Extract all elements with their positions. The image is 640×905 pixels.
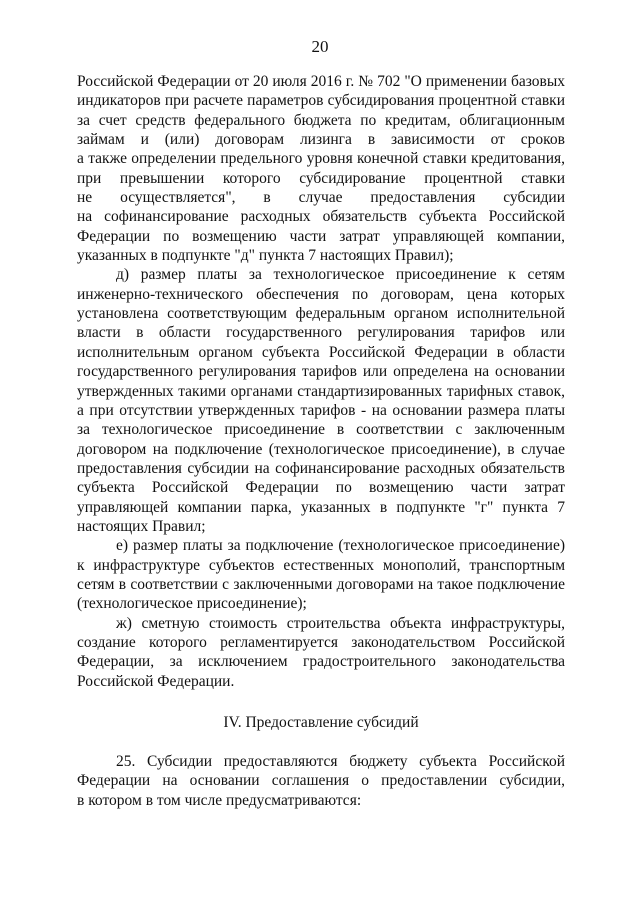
text-line: создание которого регламентируется законодательством Российской (77, 633, 565, 651)
text-line: Федерации по возмещению части затрат управляющей компании, (77, 227, 565, 245)
text-line: за технологическое присоединение в соответствии с заключенным (77, 421, 565, 439)
text-line: (технологическое присоединение); (77, 595, 307, 613)
text-line: инженерно-технического обеспечения по договорам, цена которых (77, 285, 565, 303)
paragraph-block (77, 72, 565, 691)
text-line: а также определении предельного уровня конечной ставки кредитования, (77, 150, 565, 168)
text-line: е) размер платы за подключение (технологическое присоединение) (116, 537, 565, 555)
text-line: исполнительным органом субъекта Российской Федерации в области (77, 343, 565, 361)
text-line: не осуществляется", в случае предоставления субсидии (77, 189, 565, 207)
text-line: власти в области государственного регулирования тарифов или (77, 324, 565, 342)
text-line: субъекта Российской Федерации по возмещению части затрат (77, 479, 565, 497)
text-line: сетям в соответствии с заключенными договорами на такое подключение (77, 575, 565, 593)
text-line: на софинансирование расходных обязательств субъекта Российской (77, 208, 565, 226)
text-line: утвержденных такими органами стандартизированных тарифных ставок, (77, 382, 565, 400)
text-line: д) размер платы за технологическое присоединение к сетям (116, 266, 565, 284)
text-line: договором на подключение (технологическое присоединение), в случае (77, 440, 565, 458)
text-line: настоящих Правил; (77, 517, 206, 535)
document-body (77, 72, 565, 810)
text-line: займам и (или) договорам лизинга в зависимости от сроков (77, 131, 565, 149)
text-line: индикаторов при расчете параметров субсидирования процентной ставки (77, 92, 565, 110)
text-line: а при отсутствии утвержденных тарифов - на основании размера платы (77, 401, 565, 419)
text-line: указанных в подпункте "д" пункта 7 настоящих Правил); (77, 247, 454, 265)
page-number: 20 (311, 37, 329, 56)
text-line: предоставления субсидии на софинансирование расходных обязательств (77, 459, 565, 477)
text-line: ж) сметную стоимость строительства объекта инфраструктуры, (116, 614, 565, 632)
text-line: государственного регулирования тарифов или определена на основании (77, 363, 565, 381)
text-line: к инфраструктуре субъектов естественных монополий, транспортным (77, 556, 565, 574)
paragraph-block-section-iv (77, 752, 565, 810)
text-line: Федерации на основании соглашения о предоставлении субсидии, (77, 772, 565, 790)
text-line: при превышении которого субсидирование процентной ставки (77, 169, 565, 187)
text-line: Российской Федерации от 20 июля 2016 г. № 702 "О применении базовых (77, 73, 565, 90)
text-line: в котором в том числе предусматриваются: (77, 791, 362, 809)
text-line: 25. Субсидии предоставляются бюджету субъекта Российской (116, 753, 565, 770)
text-line: Российской Федерации. (77, 672, 235, 690)
text-line: управляющей компании парка, указанных в подпункте "г" пункта 7 (77, 498, 565, 516)
text-line: Федерации, за исключением градостроительного законодательства (77, 653, 565, 671)
section-heading: IV. Предоставление субсидий (223, 714, 419, 731)
text-line: установлена соответствующим федеральным органом исполнительной (77, 305, 565, 323)
text-line: за счет средств федерального бюджета по кредитам, облигационным (77, 111, 565, 129)
